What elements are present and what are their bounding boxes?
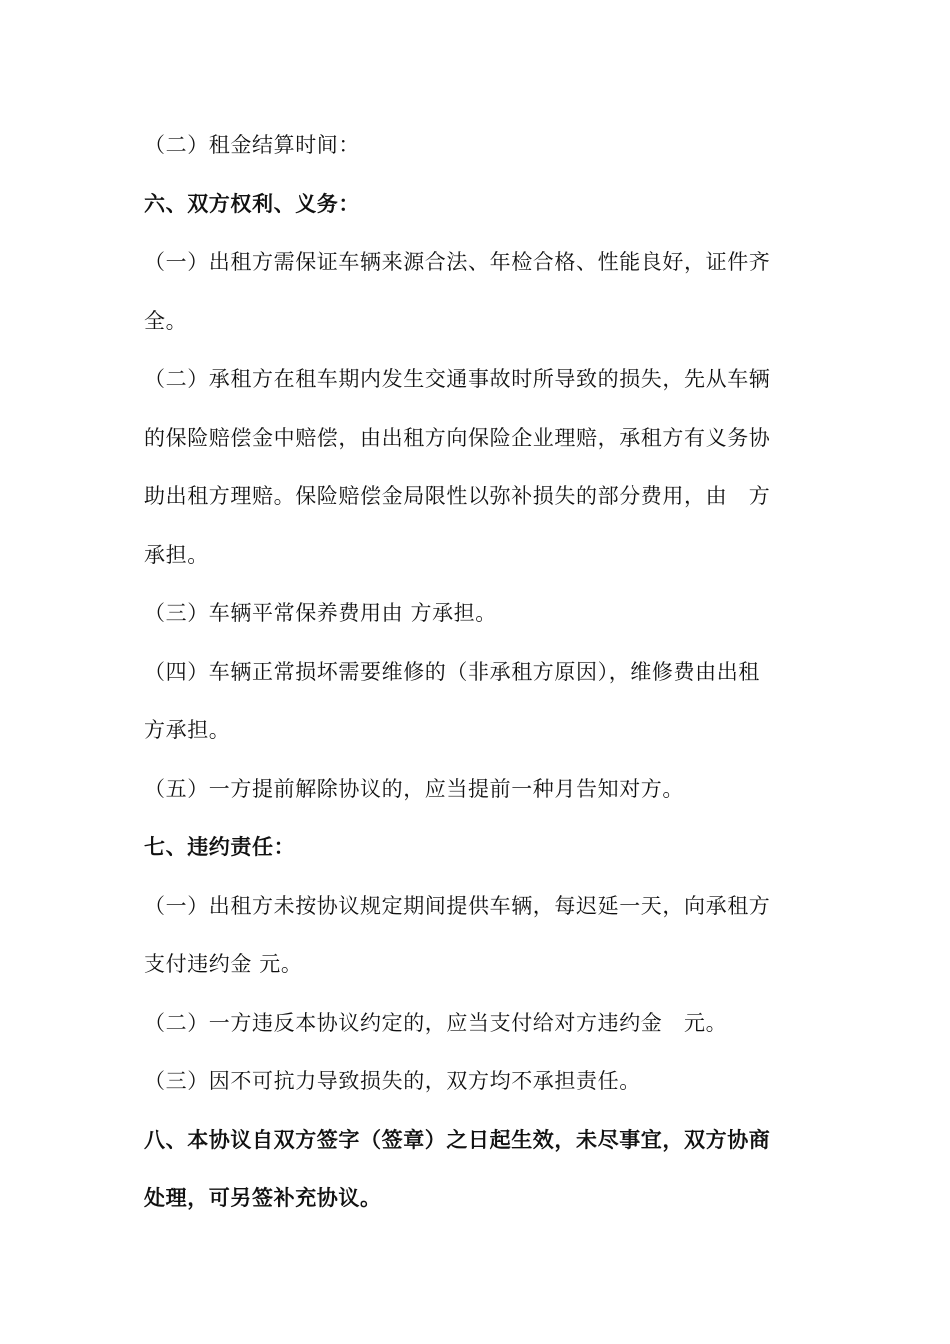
- clause-line: 方承担。: [144, 718, 231, 742]
- clause-line: （三）车辆平常保养费用由 方承担。: [144, 601, 497, 625]
- clause-line: 的保险赔偿金中赔偿，由出租方向保险企业理赔，承租方有义务协: [144, 425, 771, 450]
- section-heading-effective: 八、本协议自双方签字（签章）之日起生效，未尽事宜，双方协商: [144, 1126, 771, 1152]
- clause-line: （四）车辆正常损坏需要维修的（非承租方原因），维修费由出租: [144, 659, 760, 684]
- section-heading-rights: 六、双方权利、义务：: [144, 190, 360, 216]
- clause-line: （二）承租方在租车期内发生交通事故时所导致的损失，先从车辆: [144, 367, 771, 391]
- clause-line: （二）一方违反本协议约定的，应当支付给对方违约金 元。: [144, 1010, 728, 1035]
- section-heading-liability: 七、违约责任：: [144, 834, 296, 859]
- clause-line: 承担。: [144, 542, 209, 567]
- clause-line: 助出租方理赔。保险赔偿金局限性以弥补损失的部分费用，由 方: [144, 484, 771, 508]
- clause-line: （二）租金结算时间：: [144, 133, 360, 157]
- clause-line: （一）出租方需保证车辆来源合法、年检合格、性能良好，证件齐: [144, 250, 771, 274]
- clause-line: （三）因不可抗力导致损失的，双方均不承担责任。: [144, 1069, 641, 1093]
- clause-line: （一）出租方未按协议规定期间提供车辆，每迟延一天，向承租方: [144, 893, 771, 918]
- clause-line: 支付违约金 元。: [144, 952, 303, 976]
- document-body: [144, 116, 810, 1228]
- clause-line: （五）一方提前解除协议的，应当提前一种月告知对方。: [144, 776, 684, 801]
- section-heading-effective-cont: 处理，可另签补充协议。: [144, 1185, 382, 1210]
- clause-line: 全。: [144, 308, 188, 333]
